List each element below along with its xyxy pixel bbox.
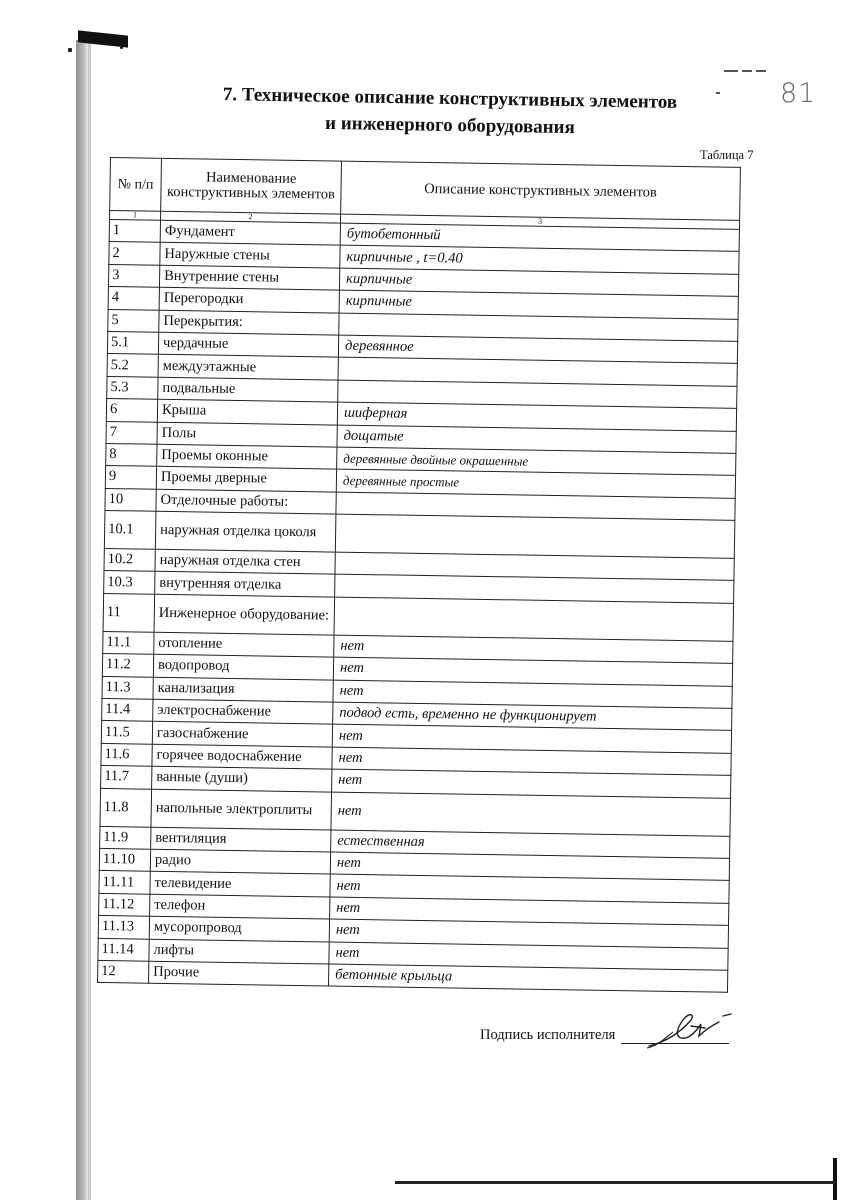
row-description: деревянные двойные окрашенные (337, 447, 736, 476)
row-element-name: Крыша (157, 399, 337, 424)
row-description: дощатые (337, 425, 736, 454)
technical-description-table-wrapper (97, 157, 740, 993)
scan-dash (742, 70, 752, 72)
row-number: 8 (106, 443, 157, 466)
row-number: 11.1 (103, 631, 154, 654)
row-description: деревянное (338, 335, 737, 364)
row-element-name: электроснабжение (153, 699, 333, 724)
row-element-name: лифты (149, 939, 329, 964)
row-element-name: междуэтажные (158, 355, 338, 380)
row-number: 6 (106, 399, 157, 422)
row-number: 10.1 (104, 511, 156, 550)
row-description: кирпичные , t=0.40 (340, 246, 739, 275)
scan-dot (68, 48, 72, 52)
row-number: 11.12 (99, 893, 150, 916)
row-number: 2 (109, 242, 160, 265)
page-number: 81 (780, 78, 817, 109)
row-description: кирпичные (339, 268, 738, 297)
row-element-name: Отделочные работы: (156, 489, 336, 514)
technical-description-table (97, 157, 741, 993)
row-number: 1 (109, 220, 160, 243)
row-element-name: газоснабжение (152, 722, 332, 747)
row-element-name: Фундамент (160, 220, 340, 245)
table-caption: Таблица 7 (700, 148, 754, 162)
row-element-name: телефон (150, 894, 330, 919)
row-description (335, 514, 735, 558)
row-element-name: Внутренние стены (159, 265, 339, 290)
row-number: 11.8 (100, 788, 152, 827)
scan-edge-right (833, 1158, 837, 1200)
row-number: 5.2 (107, 354, 158, 377)
column-number-2: 2 (161, 211, 341, 223)
scan-edge-bottom (395, 1181, 835, 1184)
row-description: нет (333, 657, 732, 686)
row-number: 10.2 (104, 549, 155, 572)
row-description (334, 597, 734, 641)
row-element-name: Перекрытия: (159, 310, 339, 335)
row-number: 5.3 (107, 376, 158, 399)
row-number: 7 (106, 421, 157, 444)
row-element-name: водопровод (153, 654, 333, 679)
row-number: 11.13 (98, 916, 149, 939)
row-element-name: горячее водоснабжение (152, 744, 332, 769)
row-description: шиферная (337, 402, 736, 431)
row-number: 12 (98, 960, 149, 983)
column-header-number: № п/п (110, 158, 162, 212)
scan-edge-line (88, 40, 91, 1200)
column-header-name: Наименование конструктивных элементов (161, 158, 342, 214)
row-element-name: наружная отделка цоколя (155, 511, 336, 552)
row-element-name: Перегородки (159, 287, 339, 312)
scan-dash (756, 70, 766, 72)
row-description: нет (332, 747, 731, 776)
page-title: 7. Техническое описание конструктивных элементов (222, 84, 678, 113)
row-number: 11.3 (102, 676, 153, 699)
row-number: 3 (108, 264, 159, 287)
row-element-name: Наружные стены (160, 243, 340, 268)
row-element-name: телевидение (150, 872, 330, 897)
row-element-name: внутренняя отделка (155, 572, 335, 597)
row-number: 11.2 (102, 654, 153, 677)
row-element-name: вентиляция (151, 827, 331, 852)
row-description: подвод есть, временно не функционирует (333, 702, 732, 731)
row-element-name: чердачные (158, 332, 338, 357)
row-description: деревянные простые (336, 469, 735, 498)
row-description: нет (329, 919, 728, 948)
row-element-name: наружная отделка стен (155, 549, 335, 574)
row-number: 11.4 (102, 698, 153, 721)
row-description: нет (331, 792, 731, 836)
row-number: 11.10 (99, 848, 150, 871)
row-element-name: Проемы оконные (157, 444, 337, 469)
row-element-name: радио (150, 849, 330, 874)
row-element-name: ванные (души) (152, 766, 332, 791)
row-description: нет (330, 852, 729, 881)
row-description: бутобетонный (340, 223, 739, 252)
row-number: 10 (105, 488, 156, 511)
signature-label: Подпись исполнителя (480, 1027, 616, 1043)
row-number: 11.9 (100, 826, 151, 849)
row-element-name: мусоропровод (149, 916, 329, 941)
row-element-name: отопление (154, 632, 334, 657)
row-description: нет (332, 724, 731, 753)
scan-dash (716, 92, 720, 94)
row-number: 4 (108, 287, 159, 310)
row-element-name: Прочие (149, 961, 329, 986)
row-description: нет (333, 680, 732, 709)
row-element-name: Инженерное оборудование: (154, 594, 335, 635)
row-description: нет (334, 635, 733, 664)
row-description: естественная (331, 830, 730, 859)
row-description: нет (332, 769, 731, 798)
row-number: 11.5 (101, 721, 152, 744)
row-number: 11.7 (101, 766, 152, 789)
column-header-description: Описание конструктивных элементов (341, 161, 741, 220)
row-description: нет (330, 874, 729, 903)
scan-dash (724, 70, 738, 72)
table-header-row (110, 158, 741, 221)
row-number: 11.11 (99, 871, 150, 894)
signature-scribble (645, 1006, 735, 1050)
row-element-name: Проемы дверные (156, 467, 336, 492)
row-description: нет (330, 897, 729, 926)
row-description: нет (329, 942, 728, 971)
row-element-name: Полы (157, 422, 337, 447)
row-number: 11.6 (101, 743, 152, 766)
row-element-name: напольные электроплиты (151, 789, 332, 830)
row-number: 9 (105, 466, 156, 489)
row-element-name: канализация (153, 677, 333, 702)
page-subtitle: и инженерного оборудования (324, 112, 576, 139)
row-description: кирпичные (339, 290, 738, 319)
row-number: 5 (108, 309, 159, 332)
row-number: 10.3 (104, 571, 155, 594)
column-number-1: 1 (110, 211, 161, 221)
column-number-3: 3 (340, 214, 739, 229)
row-number: 11 (103, 593, 155, 632)
row-element-name: подвальные (158, 377, 338, 402)
row-description: бетонные крыльца (328, 964, 727, 993)
row-number: 5.1 (107, 331, 158, 354)
scan-dot (120, 46, 123, 49)
row-number: 11.14 (98, 938, 149, 961)
